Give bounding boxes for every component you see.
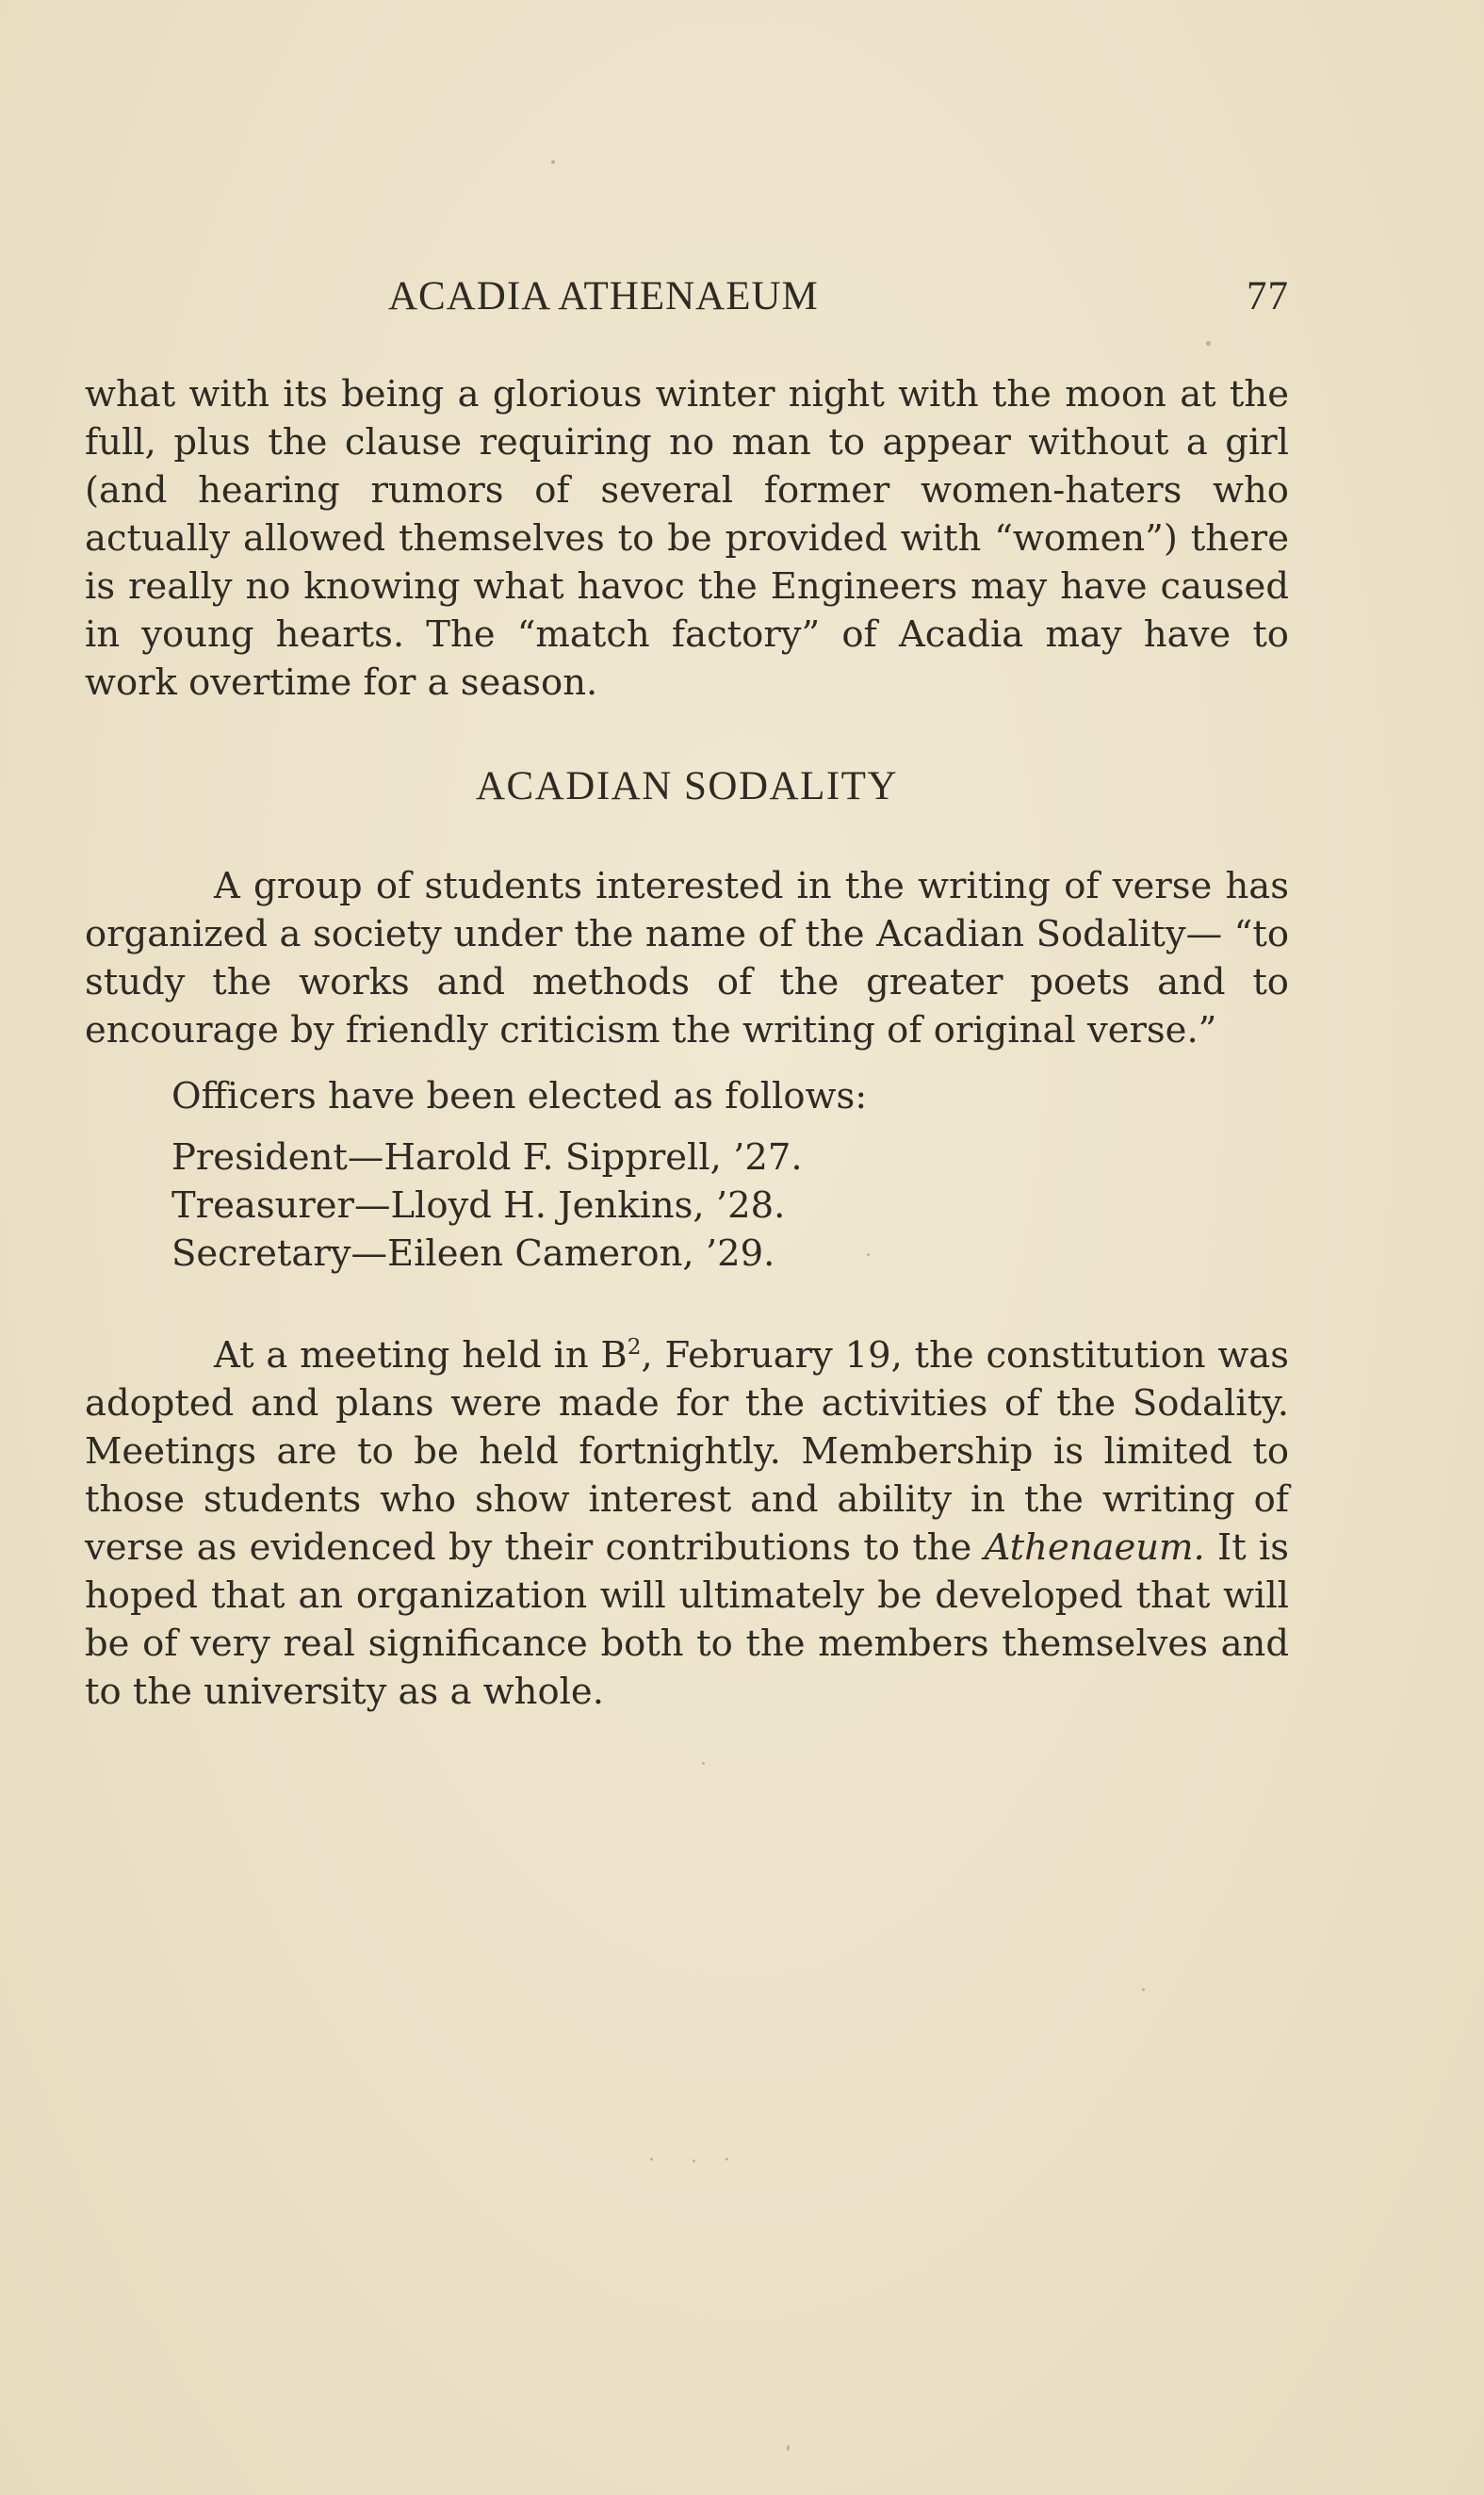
page-number: 77 <box>1247 274 1289 318</box>
running-header <box>85 273 1289 330</box>
section-heading: ACADIAN SODALITY <box>476 764 898 808</box>
officers-list <box>171 1133 1283 1278</box>
journal-name-italic: Athenaeum. <box>984 1526 1205 1569</box>
paper-speck <box>787 2445 790 2451</box>
officer-secretary: Secretary—Eileen Cameron, ’29. <box>171 1232 775 1275</box>
paragraph-continued: what with its being a glorious winter night with the moon at the full, plus the clause requiring no man to appear without a girl (and hearing rumors of several former women-haters who actually allowed themselves to be provided with “women”) there is really no knowing what havoc the Engineers may have caused in young hearts. The “match factory” of Acadia may have to work overtime for a season. <box>85 373 1289 704</box>
paper-speck <box>1142 1988 1145 1991</box>
paper-speck <box>650 2158 653 2161</box>
room-superscript: 2 <box>627 1335 642 1361</box>
paper-speck <box>702 1762 705 1765</box>
journal-title: ACADIA ATHENAEUM <box>388 274 819 318</box>
meeting-text-b: , February 19, the constitution was adopted and plans were made for the activities of the Sodality. Meetings are to be held fortnightly. Membership is limited to those students who show interest and ability in the writing of verse as evidenced by their contributions to the <box>85 1334 1290 1569</box>
officers-intro: Officers have been elected as follows: <box>171 1075 868 1117</box>
paper-speck <box>726 2158 728 2161</box>
meeting-text-c: It is hoped that an organization will ultimately be developed that will be of very real significance both to the members themselves and to the university as a whole. <box>85 1526 1289 1713</box>
paper-speck <box>693 2160 695 2162</box>
meeting-text-a: At a meeting held in B <box>214 1334 628 1377</box>
paper-speck <box>1206 341 1211 346</box>
document-page <box>85 0 1289 2495</box>
paper-speck <box>867 1253 870 1256</box>
officer-treasurer: Treasurer—Lloyd H. Jenkins, ’28. <box>171 1184 786 1227</box>
paragraph-sodality-intro: A group of students interested in the writing of verse has organized a society under the name of the Acadian Sodality— “to study the works and methods of the greater poets and to encourage by friendly criticism the writing of original verse.” <box>85 865 1289 1052</box>
paper-speck <box>551 160 555 164</box>
officer-president: President—Harold F. Sipprell, ’27. <box>171 1136 803 1179</box>
paragraph-meeting <box>85 1331 1289 1716</box>
